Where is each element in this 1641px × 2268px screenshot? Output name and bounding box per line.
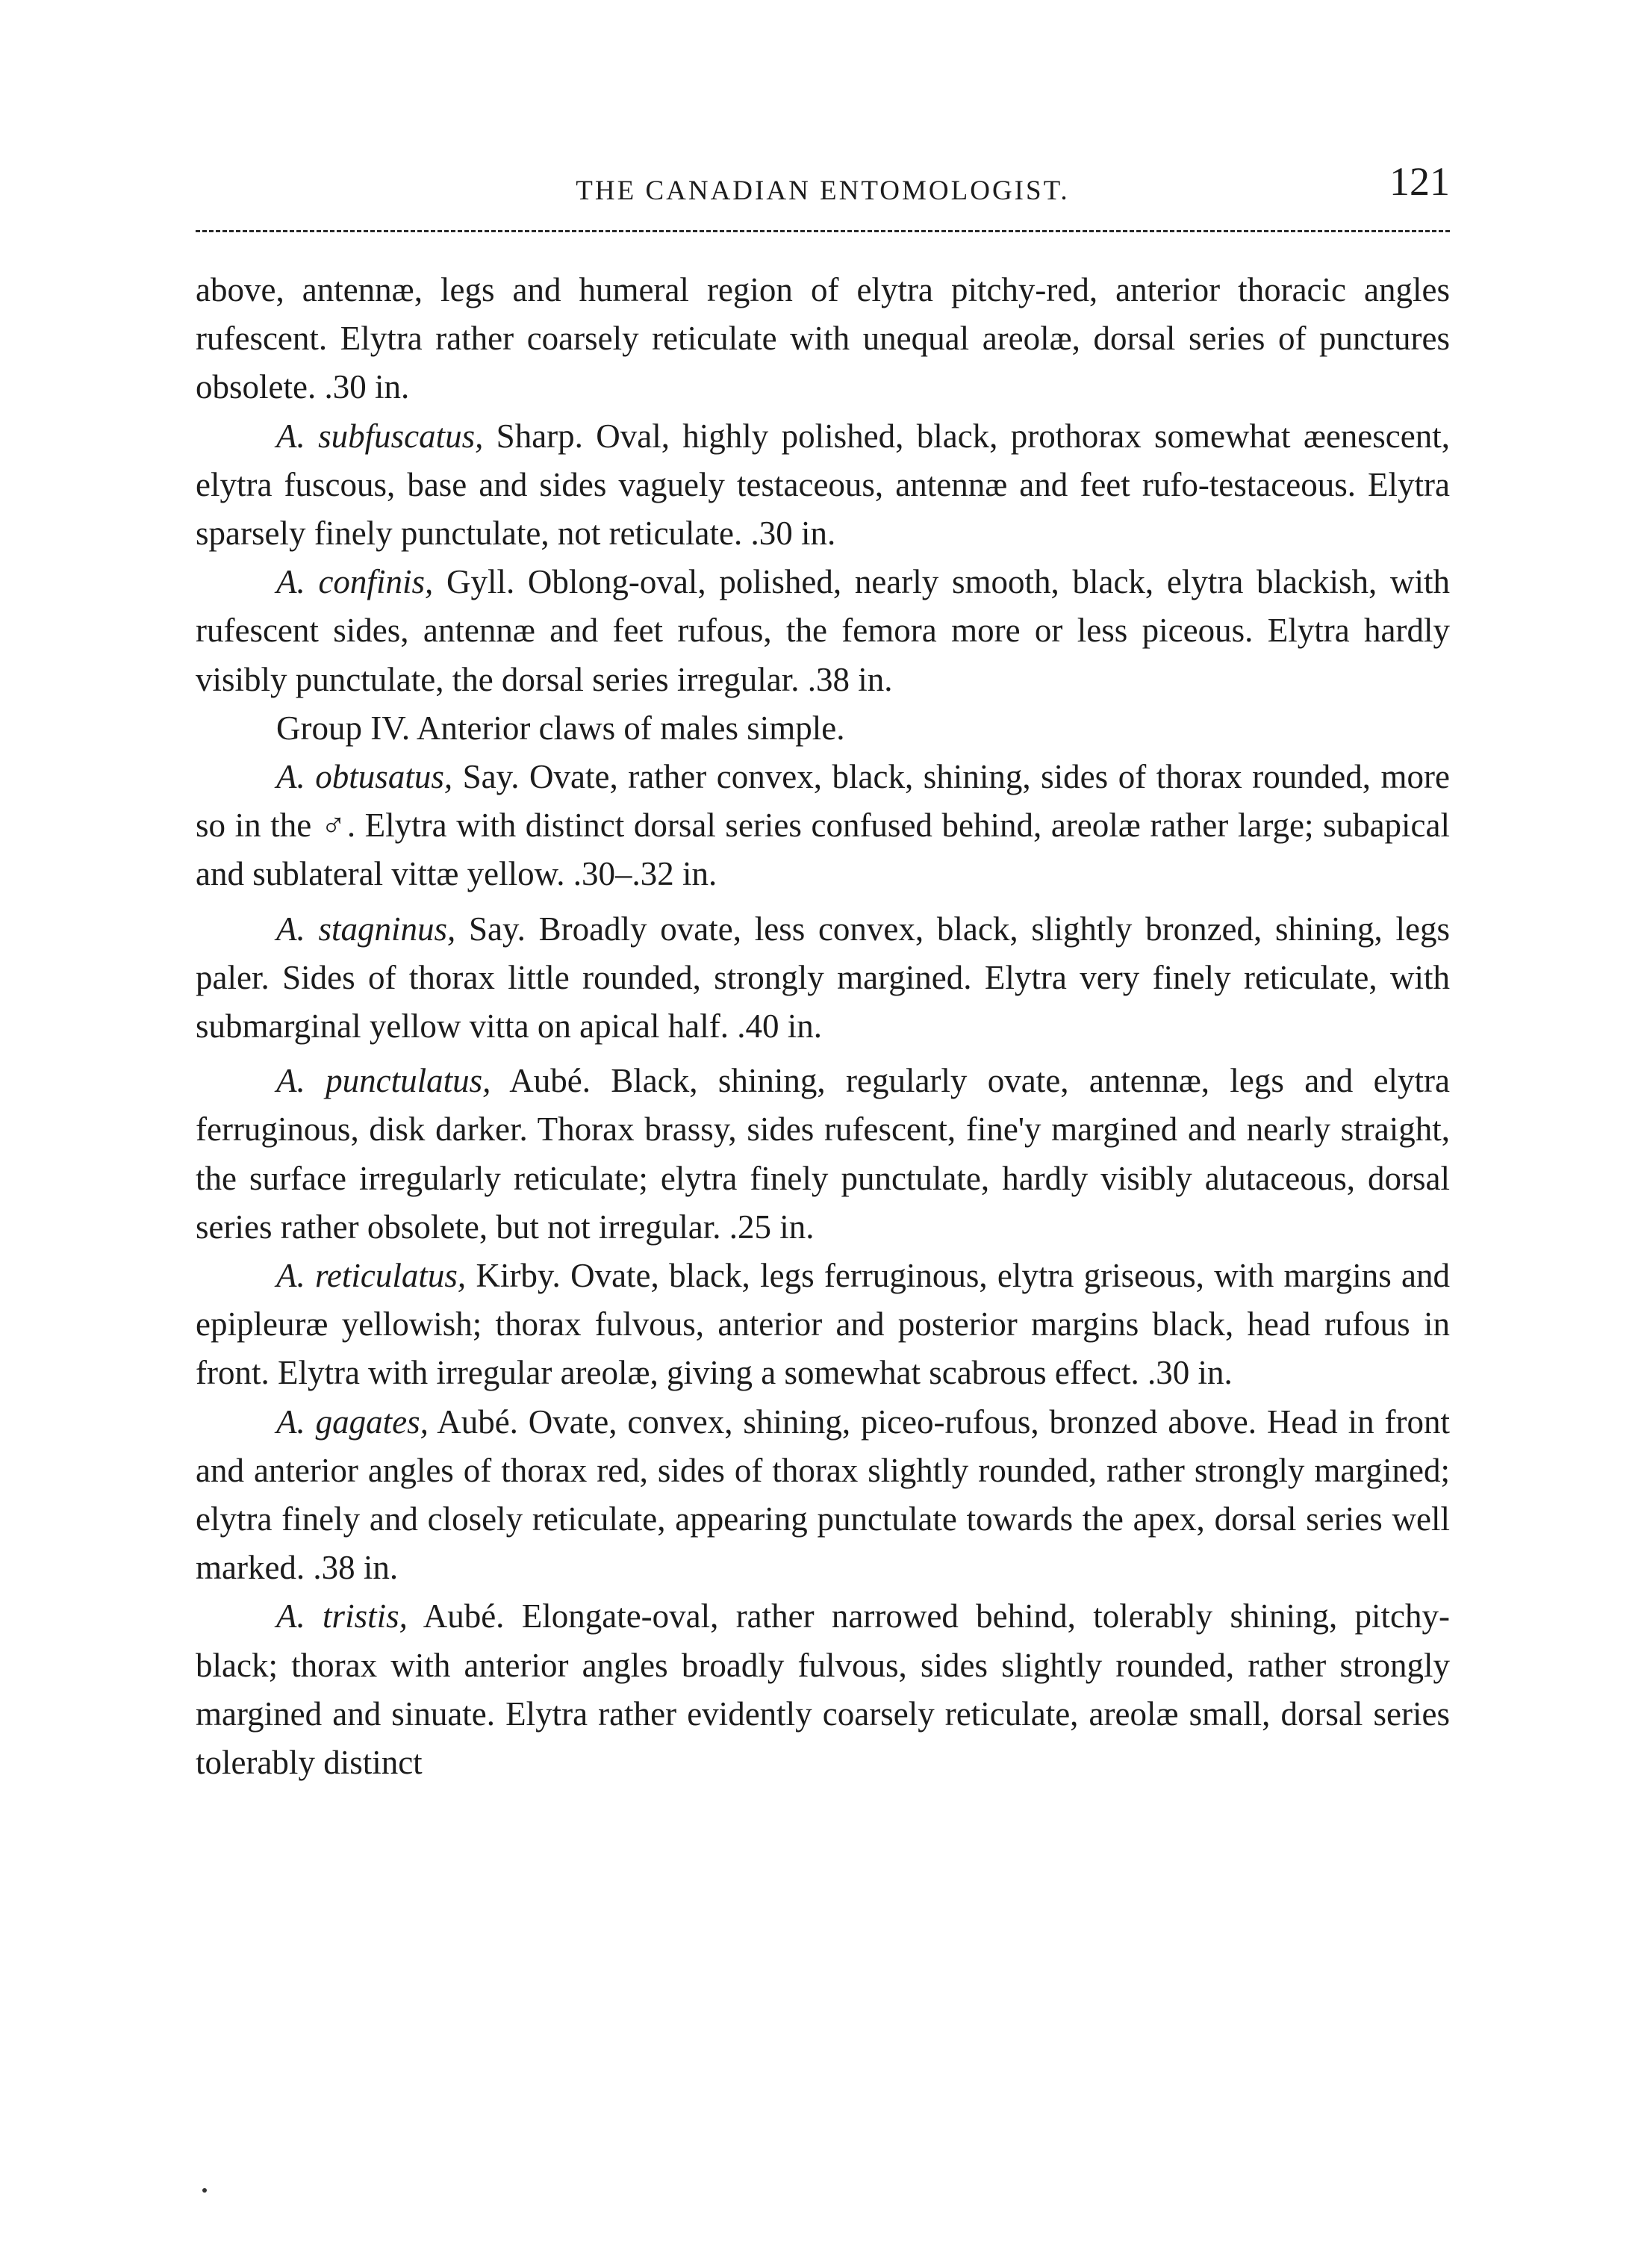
stray-mark [202,2188,207,2193]
paragraph-text: Say. Ovate, rather convex, black, shining, sides of thorax rounded, more so in the ♂. Elytra with distinct dorsal series confused behind, areolæ rather large; subapical and sublateral vittæ yellow. .30–.32 in. [196,758,1450,893]
species-name: A. gagates, [276,1402,429,1441]
paragraph [196,558,1450,704]
page-number: 121 [1389,159,1450,204]
header-rule [196,230,1450,232]
paragraph [196,1592,1450,1787]
species-name: A. obtusatus, [276,758,453,796]
body-text [196,266,1450,1787]
species-name: A. tristis, [276,1597,408,1635]
species-name: A. subfuscatus, [276,417,484,455]
page-header [196,158,1450,211]
paragraph-text: above, antennæ, legs and humeral region of elytra pitchy-red, anterior thoracic angles rufescent. Elytra rather coarsely reticulate with unequal areolæ, dorsal series of punctures obsolete. .30 in. [196,271,1450,406]
paragraph [196,412,1450,559]
paragraph [196,1398,1450,1593]
species-name: A. punctulatus, [276,1062,491,1100]
species-name: A. stagninus, [276,910,456,948]
paragraph-text: Aubé. Black, shining, regularly ovate, antennæ, legs and elytra ferruginous, disk darker. Thorax brassy, sides rufescent, fine'y margined and nearly straight, the surface irregularly reticulate; elytra finely punctulate, hardly visibly alutaceous, dorsal series rather obsolete, but not irregular. .25 in. [196,1062,1450,1246]
paragraph-text: Gyll. Oblong-oval, polished, nearly smooth, black, elytra blackish, with rufescent sides, antennæ and feet rufous, the femora more or less piceous. Elytra hardly visibly punctulate, the dorsal series irregular. .38 in. [196,563,1450,698]
paragraph [196,266,1450,412]
paragraph-text: Kirby. Ovate, black, legs ferruginous, elytra griseous, with margins and epipleuræ yellowish; thorax fulvous, anterior and posterior margins black, head rufous in front. Elytra with irregular areolæ, giving a somewhat scabrous effect. .30 in. [196,1257,1450,1392]
paragraph [196,753,1450,899]
paragraph-text: Aubé. Elongate-oval, rather narrowed behind, tolerably shining, pitchy-black; thorax with anterior angles broadly fulvous, sides slightly rounded, rather strongly margined and sinuate. Elytra rather evidently coarsely reticulate, areolæ small, dorsal series tolerably distinct [196,1597,1450,1782]
species-name: A. reticulatus, [276,1257,467,1295]
paragraph-text: Group IV. Anterior claws of males simple. [276,709,845,747]
species-name: A. confinis, [276,563,434,601]
paragraph-text: Say. Broadly ovate, less convex, black, slightly bronzed, shining, legs paler. Sides of thorax little rounded, strongly margined. Elytra very finely reticulate, with submarginal yellow vitta on apical half. .40 in. [196,910,1450,1046]
paragraph [196,1057,1450,1252]
paragraph [196,1252,1450,1398]
paragraph-text: Sharp. Oval, highly polished, black, prothorax somewhat æenescent, elytra fuscous, base and sides vaguely testaceous, antennæ and feet rufo-testaceous. Elytra sparsely finely punctulate, not reticulate. .30 in. [196,417,1450,553]
paragraph-text: Aubé. Ovate, convex, shining, piceo-rufous, bronzed above. Head in front and anterior angles of thorax red, sides of thorax slightly rounded, rather strongly margined; elytra finely and closely reticulate, appearing punctulate towards the apex, dorsal series well marked. .38 in. [196,1402,1450,1587]
group-heading [196,704,1450,753]
running-head: THE CANADIAN ENTOMOLOGIST. [576,175,1070,206]
paragraph [196,905,1450,1051]
